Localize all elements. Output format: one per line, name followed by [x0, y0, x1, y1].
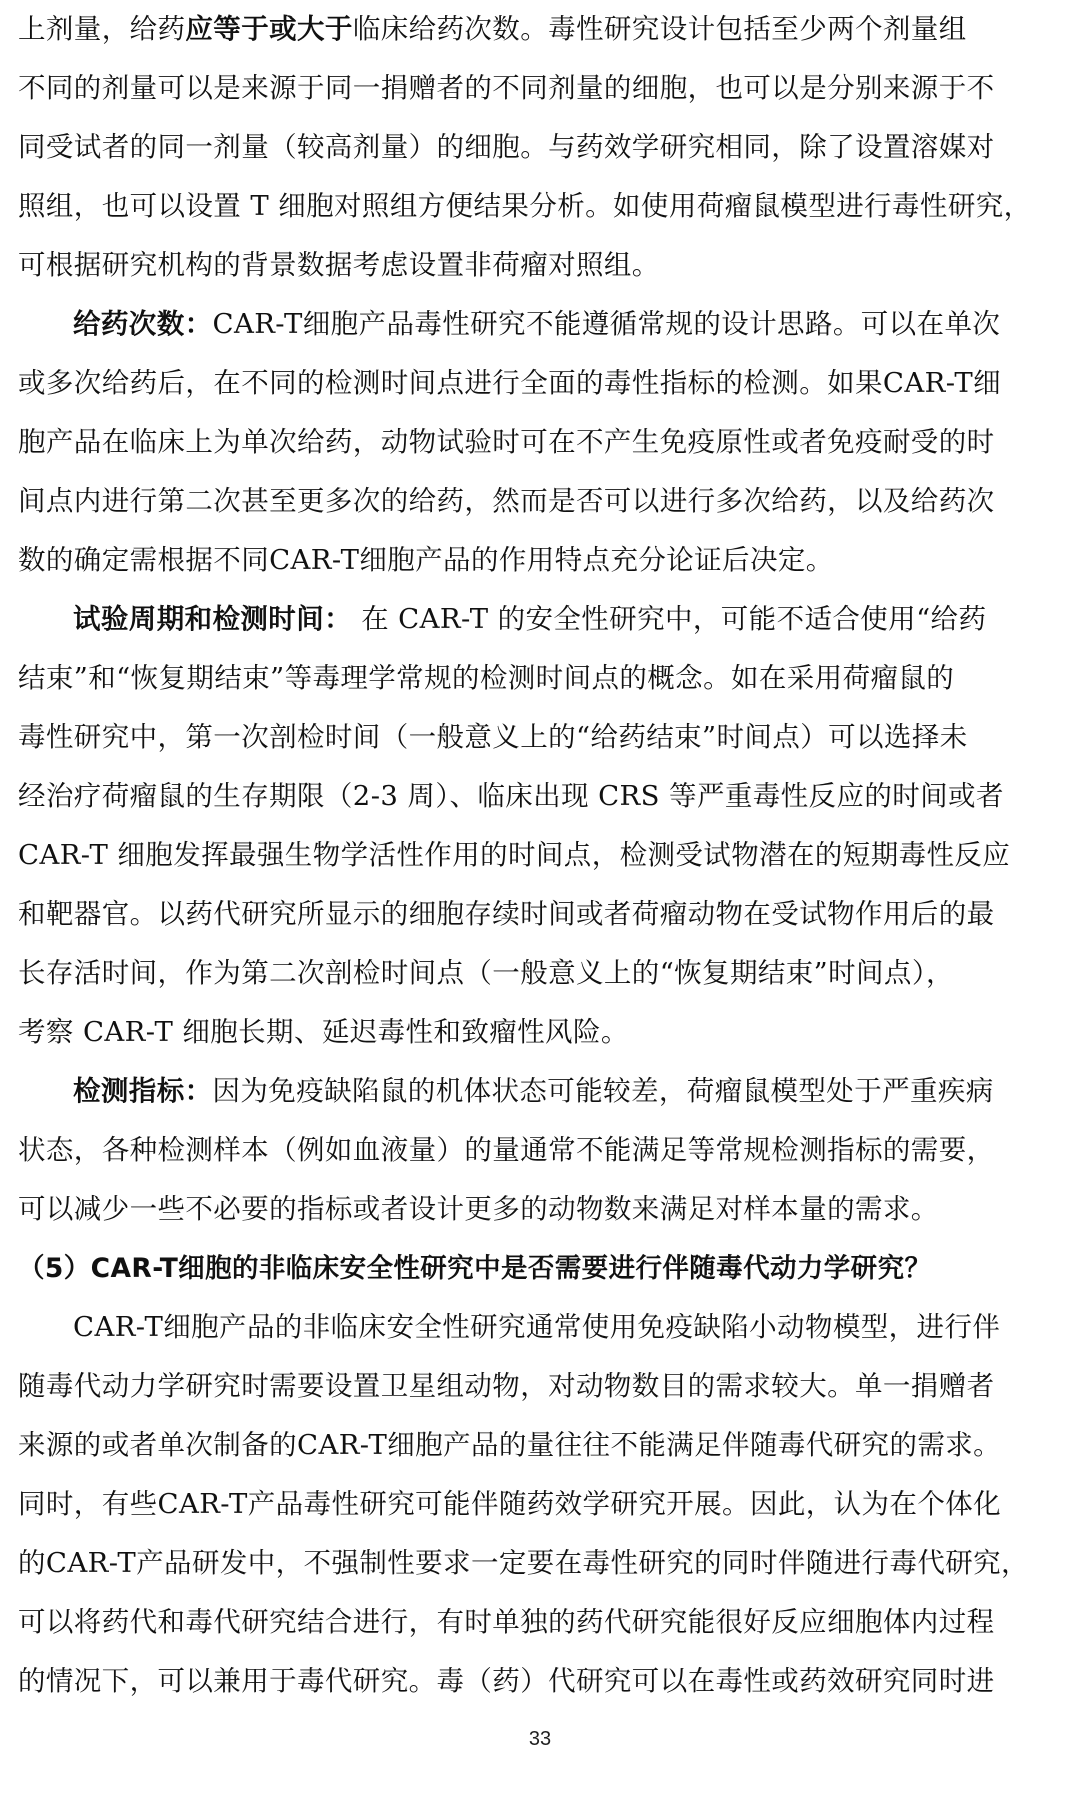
paragraph-line: CAR-T 细胞发挥最强生物学活性作用的时间点，检测受试物潜在的短期毒性反应 — [18, 839, 1011, 871]
paragraph-line: 长存活时间，作为第二次剖检时间点（一般意义上的“恢复期结束”时间点）， — [18, 957, 954, 989]
paragraph-line: 不同的剂量可以是来源于同一捐赠者的不同剂量的细胞，也可以是分别来源于不 — [18, 72, 995, 104]
paragraph-line: 同时，有些CAR-T产品毒性研究可能伴随药效学研究开展。因此，认为在个体化 — [18, 1488, 1002, 1520]
paragraph-line: 可以将药代和毒代研究结合进行，有时单独的药代研究能很好反应细胞体内过程 — [18, 1606, 995, 1638]
text-run: 上剂量，给药 — [18, 13, 186, 45]
paragraph-line: 同受试者的同一剂量（较高剂量）的细胞。与药效学研究相同，除了设置溶媒对 — [18, 131, 995, 163]
paragraph-line: 胞产品在临床上为单次给药，动物试验时可在不产生免疫原性或者免疫耐受的时 — [18, 426, 995, 458]
paragraph-label: 试验周期和检测时间： — [73, 603, 352, 635]
paragraph-line — [18, 295, 1062, 354]
page-number: 33 — [528, 1728, 552, 1750]
text-run: CAR-T细胞产品毒性研究不能遵循常规的设计思路。可以在单次 — [212, 308, 1001, 340]
text-run: 在 CAR-T 的安全性研究中，可能不适合使用“给药 — [352, 603, 987, 635]
paragraph-line: 数的确定需根据不同CAR-T细胞产品的作用特点充分论证后决定。 — [18, 544, 834, 576]
paragraph-line: 考察 CAR-T 细胞长期、延迟毒性和致瘤性风险。 — [18, 1016, 629, 1048]
text-run: 因为免疫缺陷鼠的机体状态可能较差，荷瘤鼠模型处于严重疾病 — [212, 1075, 994, 1107]
paragraph-line: 来源的或者单次制备的CAR-T细胞产品的量往往不能满足伴随毒代研究的需求。 — [18, 1429, 1002, 1461]
paragraph-line: 随毒代动力学研究时需要设置卫星组动物，对动物数目的需求较大。单一捐赠者 — [18, 1370, 995, 1402]
section-heading: （5）CAR-T细胞的非临床安全性研究中是否需要进行伴随毒代动力学研究？ — [18, 1253, 932, 1284]
paragraph-line: 的情况下，可以兼用于毒代研究。毒（药）代研究可以在毒性或药效研究同时进 — [18, 1665, 995, 1697]
paragraph-line: 或多次给药后，在不同的检测时间点进行全面的毒性指标的检测。如果CAR-T细 — [18, 367, 1002, 399]
paragraph-line: 的CAR-T产品研发中，不强制性要求一定要在毒性研究的同时伴随进行毒代研究， — [18, 1547, 1029, 1579]
paragraph-line: 毒性研究中，第一次剖检时间（一般意义上的“给药结束”时间点）可以选择未 — [18, 721, 968, 753]
paragraph-line: 可以减少一些不必要的指标或者设计更多的动物数来满足对样本量的需求。 — [18, 1193, 939, 1225]
paragraph-line — [18, 0, 1062, 59]
paragraph-line — [18, 590, 1062, 649]
paragraph-line: 结束”和“恢复期结束”等毒理学常规的检测时间点的概念。如在采用荷瘤鼠的 — [18, 662, 955, 694]
paragraph-label: 给药次数： — [73, 308, 213, 340]
emphasis-text: 应等于或大于 — [185, 13, 353, 45]
paragraph-line: 间点内进行第二次甚至更多次的给药，然而是否可以进行多次给药，以及给药次 — [18, 485, 995, 517]
body-text — [18, 0, 1062, 1711]
paragraph-line: 状态，各种检测样本（例如血液量）的量通常不能满足等常规检测指标的需要， — [18, 1134, 995, 1166]
text-run: 临床给药次数。毒性研究设计包括至少两个剂量组 — [352, 13, 967, 45]
paragraph-line: 和靶器官。以药代研究所显示的细胞存续时间或者荷瘤动物在受试物作用后的最 — [18, 898, 995, 930]
paragraph-line: 经治疗荷瘤鼠的生存期限（2-3 周）、临床出现 CRS 等严重毒性反应的时间或者 — [18, 780, 1004, 812]
paragraph-line — [18, 1062, 1062, 1121]
paragraph-line: 照组，也可以设置 T 细胞对照组方便结果分析。如使用荷瘤鼠模型进行毒性研究， — [18, 190, 1032, 222]
paragraph-label: 检测指标： — [73, 1075, 213, 1107]
paragraph-line: CAR-T细胞产品的非临床安全性研究通常使用免疫缺陷小动物模型，进行伴 — [73, 1311, 1001, 1343]
paragraph-line: 可根据研究机构的背景数据考虑设置非荷瘤对照组。 — [18, 249, 660, 281]
